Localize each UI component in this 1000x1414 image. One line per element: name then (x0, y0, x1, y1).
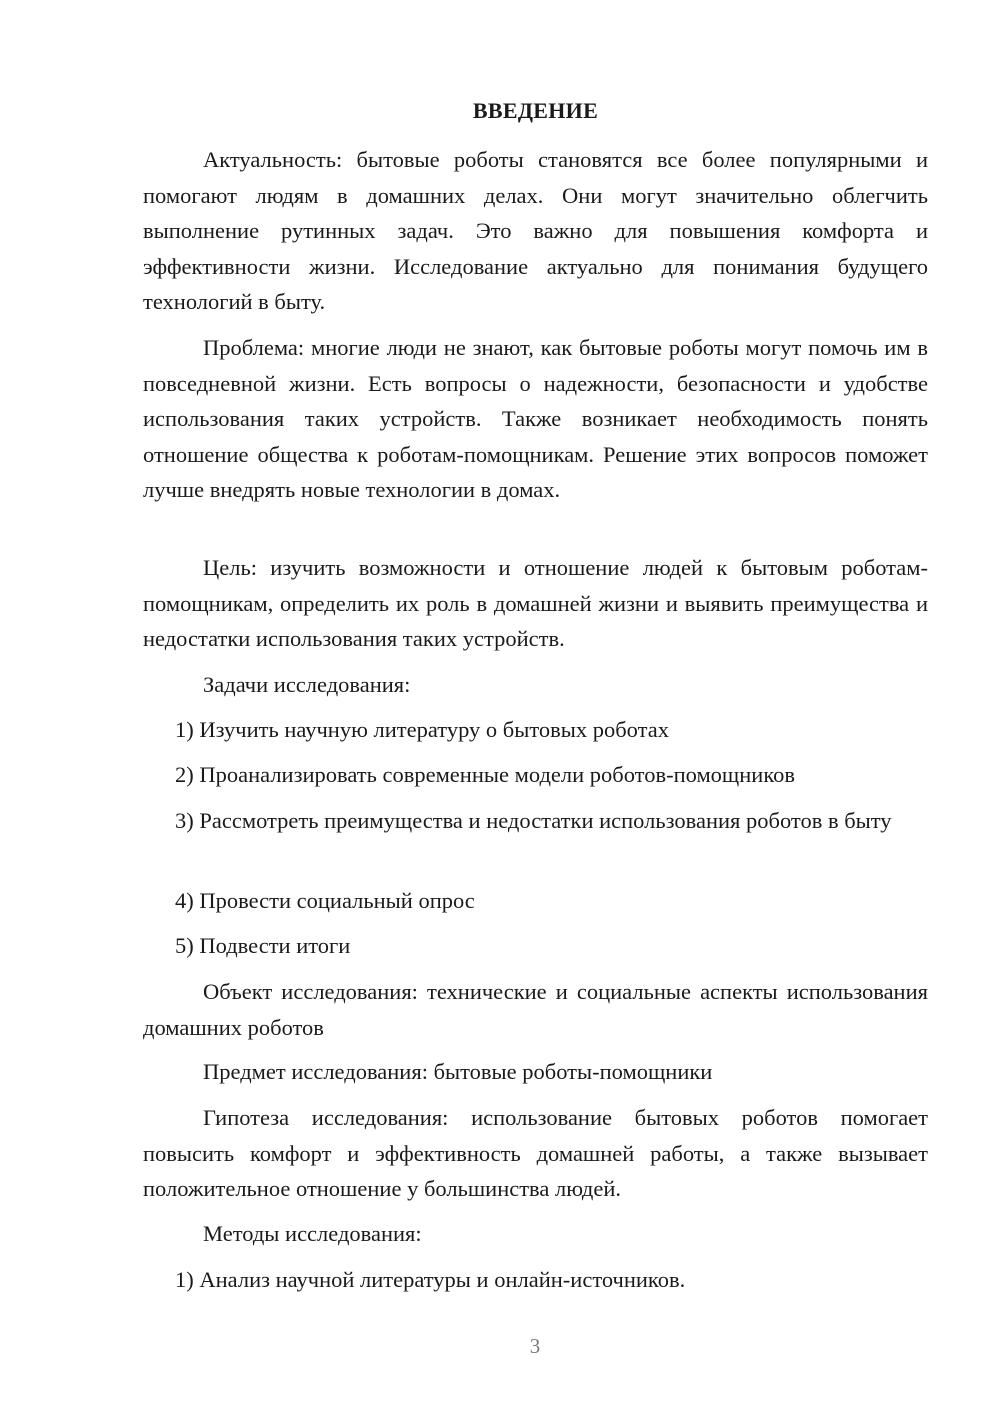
relevance-paragraph: Актуальность: бытовые роботы становятся все более популярными и помогают людям в домашних делах. Они могут значительно облегчить выполнение рутинных задач. Это важно для повышения комфорта и эффективности жизни. Исследование актуально для понимания будущего технологий в быту. (143, 147, 928, 314)
task-item-2: 2) Проанализировать современные модели роботов-помощников (175, 762, 796, 787)
hypothesis-paragraph: Гипотеза исследования: использование бытовых роботов помогает повысить комфорт и эффективность домашней работы, а также вызывает положительное отношение у большинства людей. (143, 1105, 928, 1201)
method-item-1: 1) Анализ научной литературы и онлайн-источников. (175, 1267, 686, 1292)
task-item-3: 3) Рассмотреть преимущества и недостатки использования роботов в быту (175, 808, 892, 833)
tasks-heading: Задачи исследования: (203, 672, 411, 697)
subject-paragraph: Предмет исследования: бытовые роботы-помощники (203, 1059, 713, 1084)
task-item-4: 4) Провести социальный опрос (175, 888, 475, 913)
section-title: ВВЕДЕНИЕ (472, 98, 599, 123)
problem-paragraph: Проблема: многие люди не знают, как бытовые роботы могут помочь им в повседневной жизни. Есть вопросы о надежности, безопасности и удобстве использования таких устройств. Также возникает необходимость понять отношение общества к роботам-помощникам. Решение этих вопросов поможет лучше внедрять новые технологии в домах. (143, 335, 928, 502)
task-item-5: 5) Подвести итоги (175, 933, 351, 958)
task-item-1: 1) Изучить научную литературу о бытовых роботах (175, 717, 669, 742)
page-number: 3 (529, 1334, 541, 1358)
object-paragraph: Объект исследования: технические и социальные аспекты использования домашних роботов (143, 979, 928, 1040)
methods-heading: Методы исследования: (203, 1221, 422, 1246)
goal-paragraph: Цель: изучить возможности и отношение людей к бытовым роботам-помощникам, определить их роль в домашней жизни и выявить преимущества и недостатки использования таких устройств. (143, 555, 928, 651)
